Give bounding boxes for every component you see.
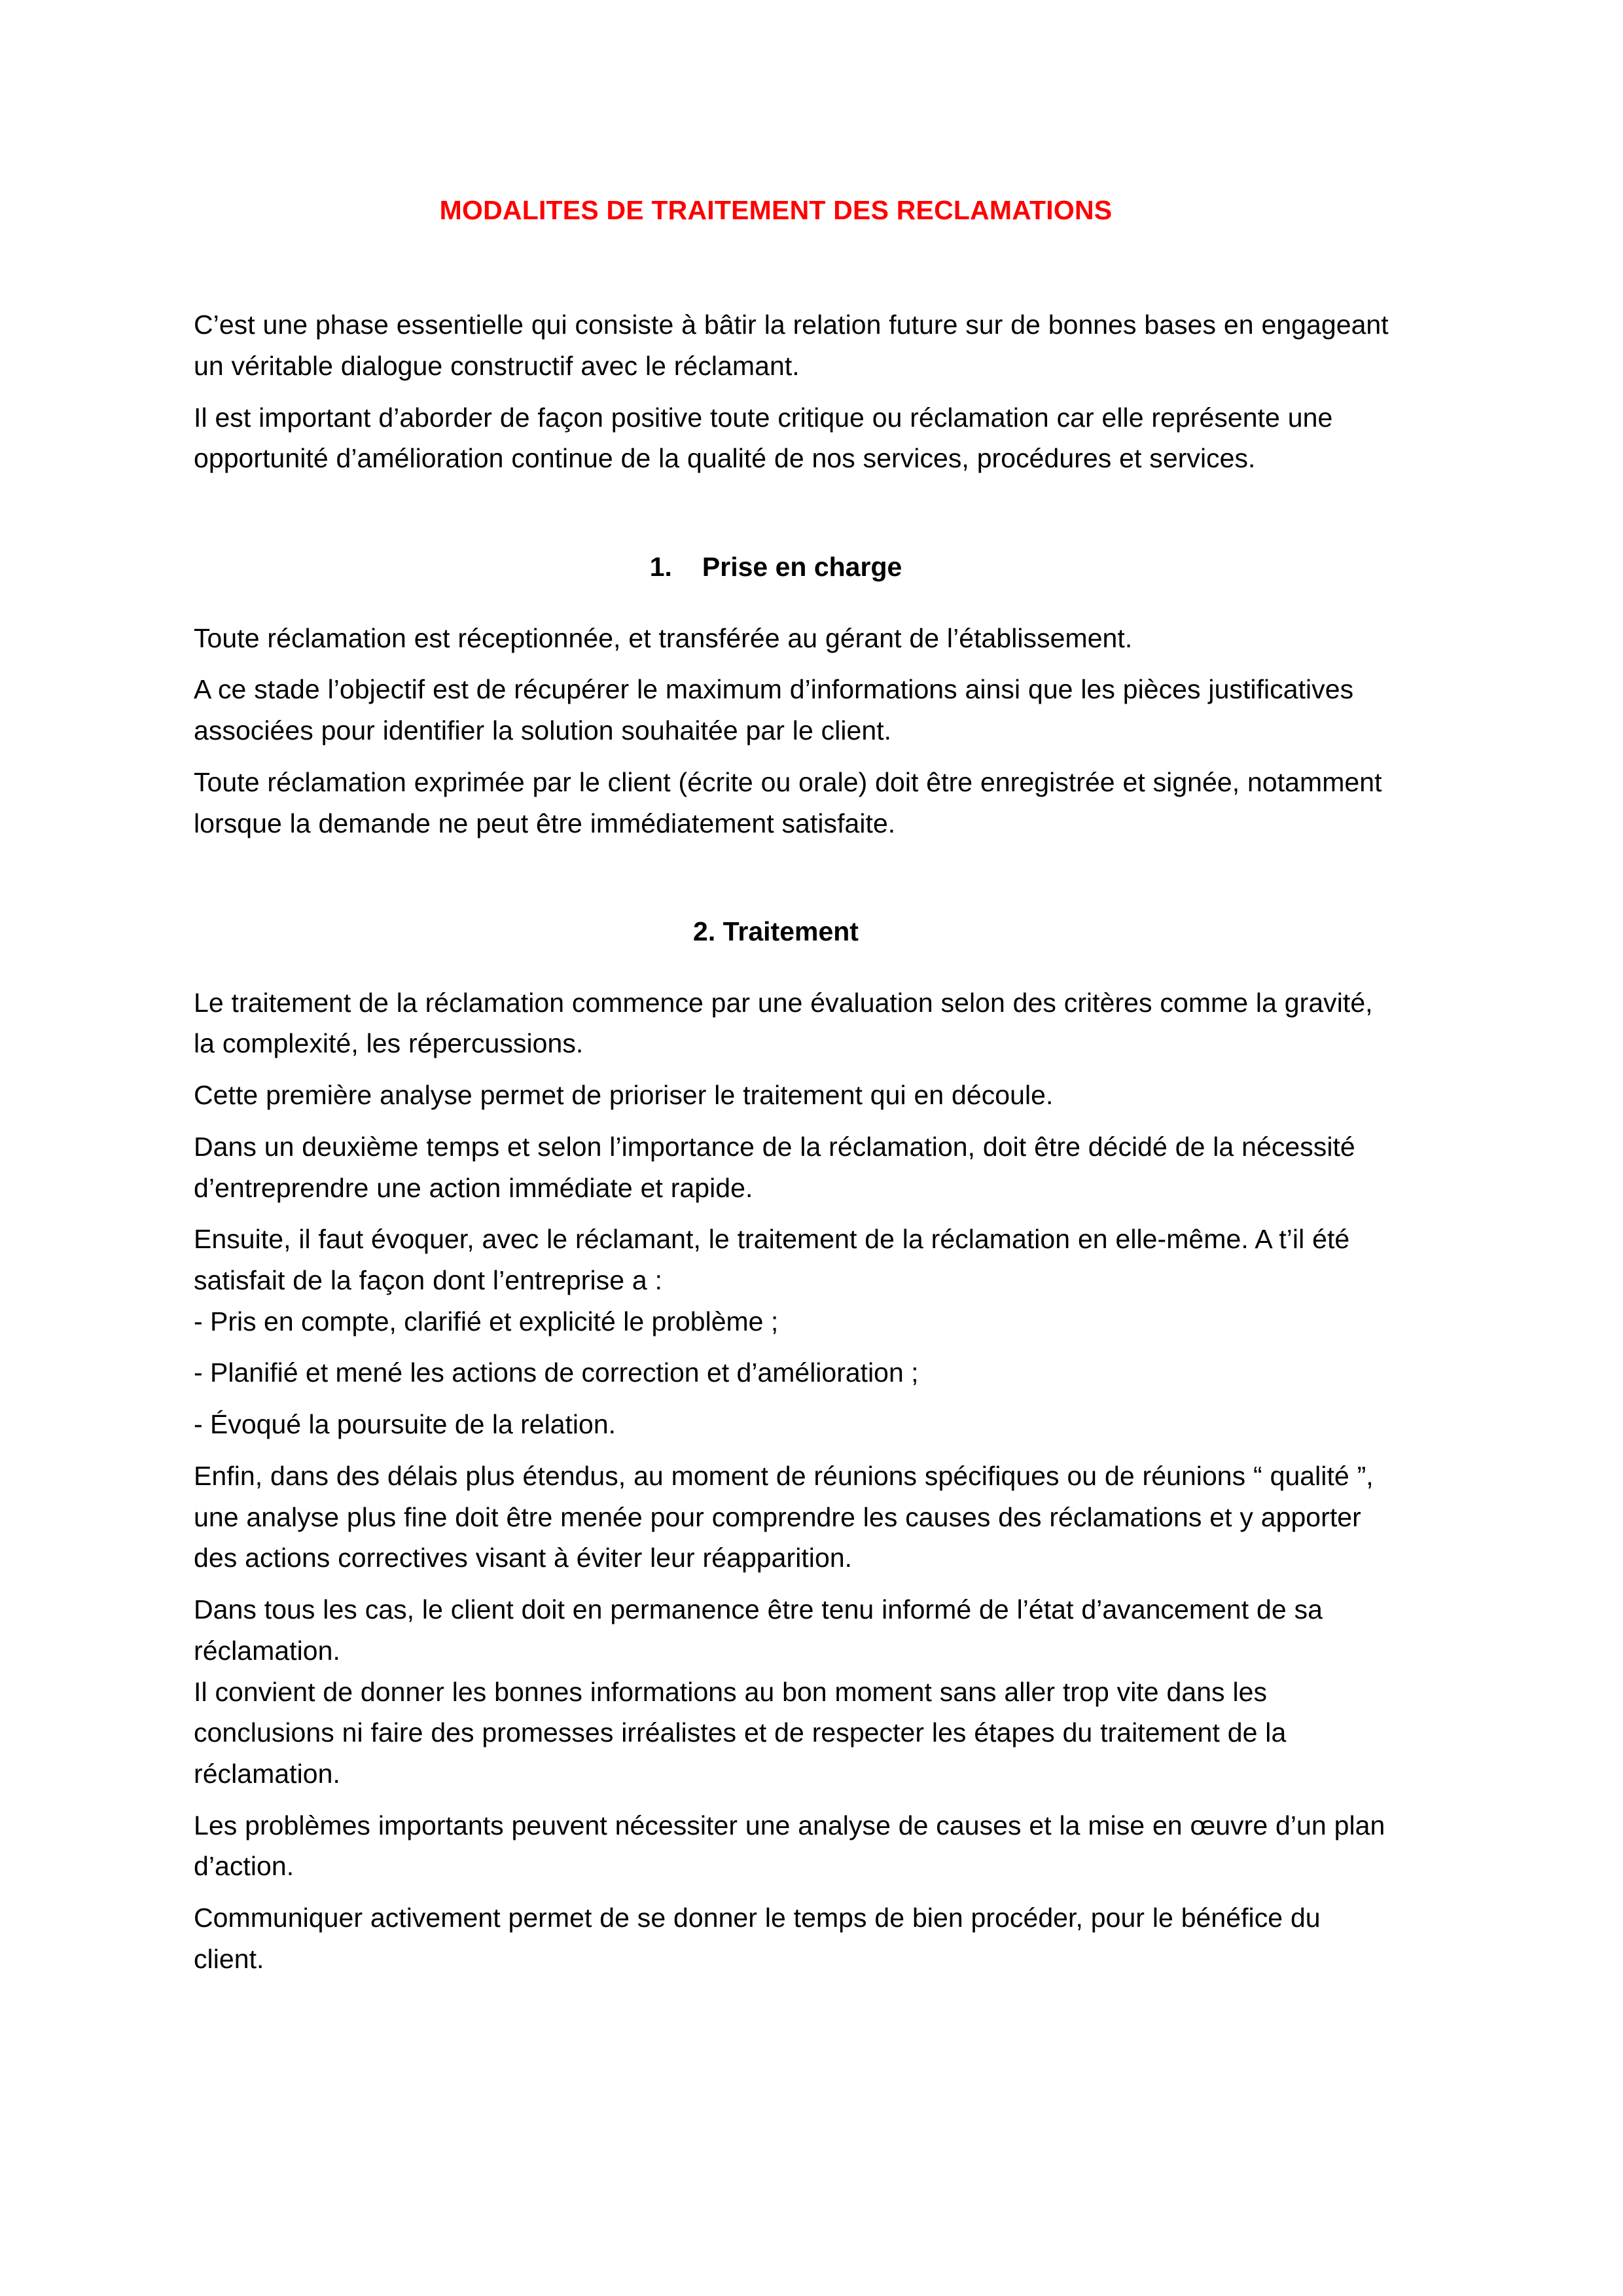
paragraph-gap bbox=[194, 1795, 1395, 1805]
paragraph-gap bbox=[194, 751, 1395, 762]
section-2-bullet-3: - Évoqué la poursuite de la relation. bbox=[194, 1409, 616, 1440]
section-2-bullet-2: - Planifié et mené les actions de correction et d’amélioration ; bbox=[194, 1357, 919, 1388]
section-2-paragraph-5: Enfin, dans des délais plus étendus, au moment de réunions spécifiques ou de réunions “ qualité ”, une analyse plus fine doit être menée pour comprendre les causes des réclamations et y apporter des actions correctives visant à éviter leur réapparition. bbox=[194, 1460, 1374, 1573]
section-1-label: Prise en charge bbox=[702, 552, 902, 583]
section-2-paragraph-6: Dans tous les cas, le client doit en permanence être tenu informé de l’état d’avancement de sa réclamation. bbox=[194, 1594, 1323, 1666]
section-2-paragraph-9: Communiquer activement permet de se donner le temps de bien procéder, pour le bénéfice du client. bbox=[194, 1903, 1321, 1974]
section-2-paragraph-8: Les problèmes importants peuvent nécessiter une analyse de causes et la mise en œuvre d’un plan d’action. bbox=[194, 1810, 1385, 1882]
section-1-paragraph-2: A ce stade l’objectif est de récupérer le maximum d’informations ainsi que les pièces justificatives associées pour identifier la solution souhaitée par le client. bbox=[194, 674, 1354, 746]
section-2-heading-gap-top bbox=[194, 844, 1395, 912]
document-body bbox=[194, 194, 1395, 1980]
paragraph-gap bbox=[194, 1208, 1395, 1219]
section-1-paragraph-3: Toute réclamation exprimée par le client (écrite ou orale) doit être enregistrée et signée, notamment lorsque la demande ne peut être immédiatement satisfaite. bbox=[194, 766, 1382, 838]
section-2-paragraph-4: Ensuite, il faut évoquer, avec le réclamant, le traitement de la réclamation en elle-même. A t’il été satisfait de la façon dont l’entreprise a : bbox=[194, 1224, 1350, 1296]
section-1-heading-gap-bottom bbox=[194, 588, 1395, 618]
section-2-paragraph-7: Il convient de donner les bonnes informations au bon moment sans aller trop vite dans les conclusions ni faire des promesses irréalistes et de respecter les étapes du traitement de la réclamation. bbox=[194, 1676, 1287, 1789]
section-heading-2: 2. Traitement bbox=[693, 916, 859, 947]
title-spacer bbox=[194, 227, 1395, 304]
paragraph-gap bbox=[194, 1393, 1395, 1404]
paragraph-gap bbox=[194, 387, 1395, 397]
intro-paragraph-1: C’est une phase essentielle qui consiste à bâtir la relation future sur de bonnes bases en engageant un véritable dialogue constructif avec le réclamant. bbox=[194, 310, 1389, 381]
section-1-number: 1. bbox=[649, 552, 672, 583]
page-title: MODALITES DE TRAITEMENT DES RECLAMATIONS bbox=[439, 195, 1113, 225]
intro-paragraph-2: Il est important d’aborder de façon positive toute critique ou réclamation car elle représente une opportunité d’amélioration continue de la qualité de nos services, procédures et services. bbox=[194, 402, 1333, 474]
section-2-bullet-1: - Pris en compte, clarifié et explicité le problème ; bbox=[194, 1306, 779, 1336]
paragraph-gap bbox=[194, 1887, 1395, 1897]
paragraph-gap bbox=[194, 1445, 1395, 1456]
paragraph-gap bbox=[194, 1579, 1395, 1589]
paragraph-gap bbox=[194, 1064, 1395, 1075]
paragraph-gap bbox=[194, 658, 1395, 669]
paragraph-gap bbox=[194, 1116, 1395, 1126]
section-heading-1 bbox=[194, 547, 1395, 588]
section-1-paragraph-1: Toute réclamation est réceptionnée, et transférée au gérant de l’établissement. bbox=[194, 622, 1133, 653]
section-2-paragraph-1: Le traitement de la réclamation commence par une évaluation selon des critères comme la gravité, la complexité, les répercussions. bbox=[194, 987, 1373, 1059]
section-2-paragraph-2: Cette première analyse permet de prioriser le traitement qui en découle. bbox=[194, 1080, 1054, 1111]
paragraph-gap bbox=[194, 1342, 1395, 1352]
section-1-heading-gap-top bbox=[194, 479, 1395, 547]
section-2-paragraph-3: Dans un deuxième temps et selon l’importance de la réclamation, doit être décidé de la nécessité d’entreprendre une action immédiate et rapide. bbox=[194, 1131, 1355, 1203]
section-2-heading-gap-bottom bbox=[194, 952, 1395, 982]
